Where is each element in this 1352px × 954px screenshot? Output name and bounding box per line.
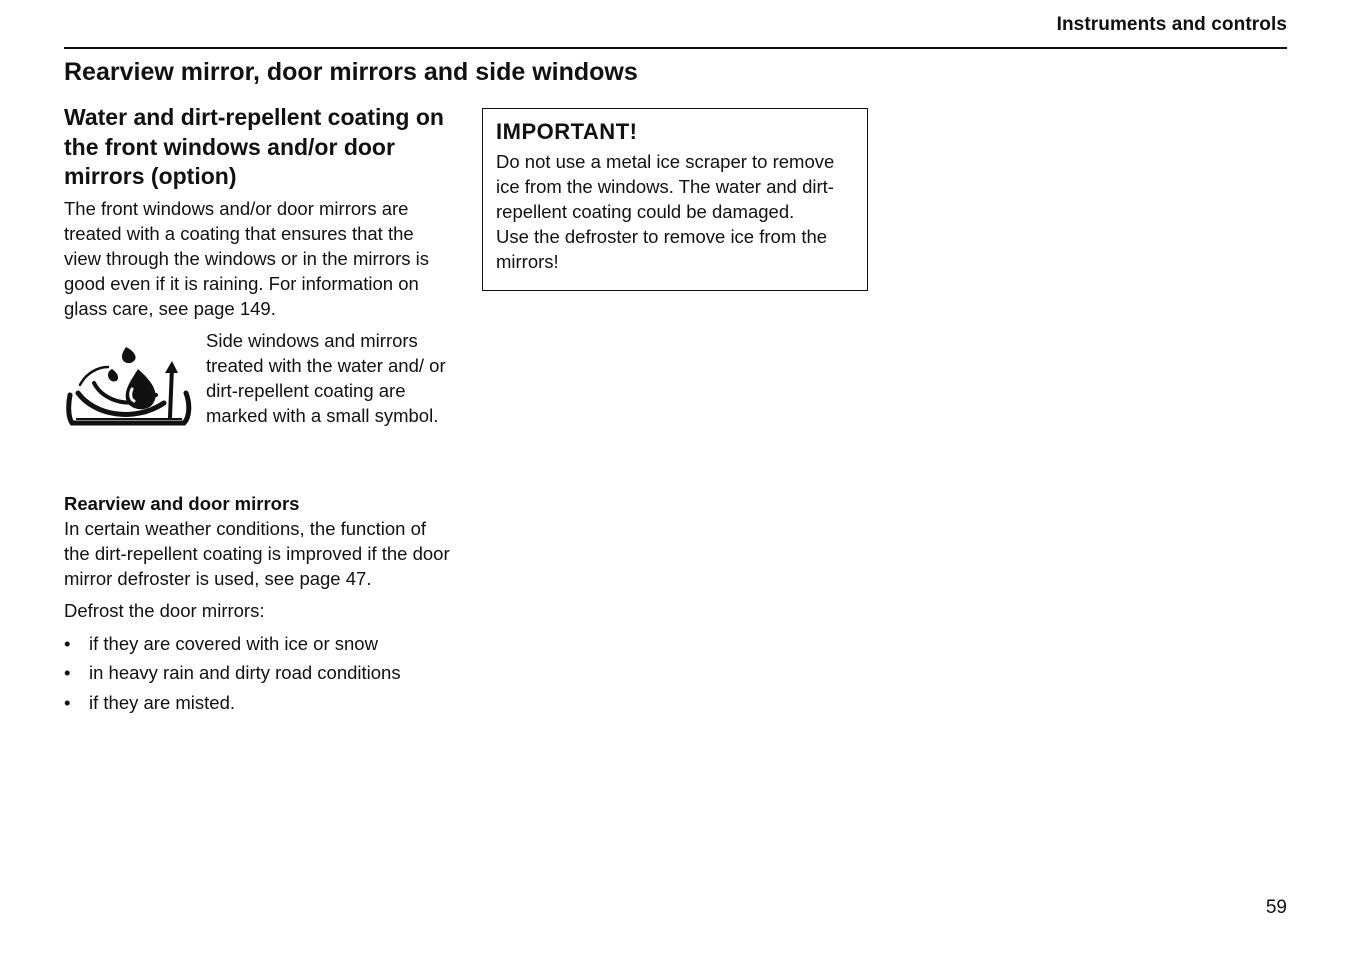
list-item [64,631,454,656]
list-item [64,660,454,685]
list-item-text: if they are covered with ice or snow [89,632,378,654]
list-intro: Defrost the door mirrors: [64,599,265,621]
notice-body-line1: Do not use a metal ice scraper to remove ice from the windows. The water and dirt-repellent coating could be damaged. [496,151,835,222]
mirrors-body: In certain weather conditions, the function of the dirt-repellent coating is improved if the door mirror defroster is used, see page 47. [64,517,450,589]
symbol-caption: Side windows and mirrors treated with the water and/ or dirt-repellent coating are marked with a small symbol. [206,329,446,426]
important-notice-box [482,108,868,291]
notice-title: IMPORTANT! [496,119,638,144]
bullet-marker: • [64,632,71,654]
list-item-text: in heavy rain and dirty road conditions [89,662,401,683]
running-header: Instruments and controls [1056,14,1287,35]
list-item [64,690,454,715]
list-item-text: if they are misted. [89,691,236,713]
header-rule [64,47,1287,49]
water-repellent-coating-symbol-icon [64,343,192,429]
coating-body: The front windows and/or door mirrors are treated with a coating that ensures that the view through the windows or in the mirrors is good even if it is raining. For information on glass care, see page 149. [64,197,430,319]
defrost-list [64,631,454,715]
mirrors-heading: Rearview and door mirrors [64,492,300,514]
symbol-block [64,328,454,463]
coating-heading: Water and dirt-repellent coating on the front windows and/or door mirrors (option) [64,104,444,189]
notice-body-line2: Use the defroster to remove ice from the mirrors! [496,226,828,272]
page-title: Rearview mirror, door mirrors and side windows [64,58,638,86]
page-number: 59 [1265,897,1287,918]
bullet-marker: • [64,691,71,713]
left-column [64,103,454,719]
bullet-marker: • [64,662,71,683]
